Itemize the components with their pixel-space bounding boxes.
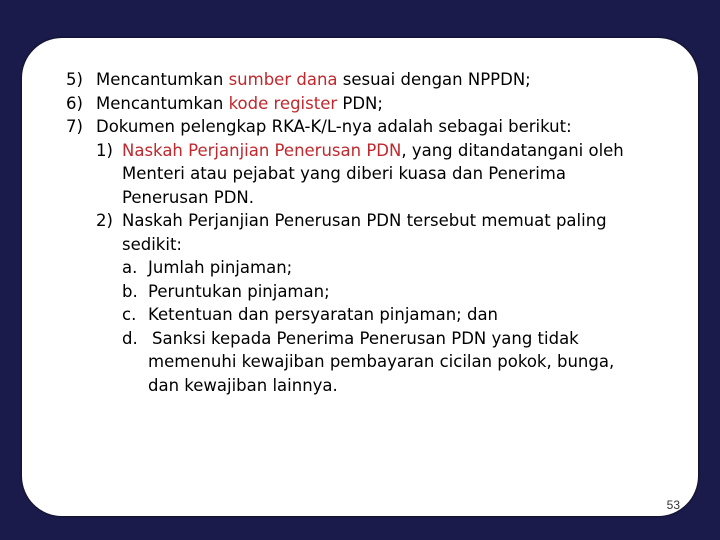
subitem-text-continued: Menteri atau pejabat yang diberi kuasa dan Penerima — [122, 164, 566, 183]
slide-panel — [22, 38, 698, 516]
letter-label: c. — [122, 305, 137, 324]
page-number: 53 — [666, 498, 680, 512]
letter-text-continued: memenuhi kewajiban pembayaran cicilan pokok, bunga, — [148, 352, 615, 371]
letter-text: Jumlah pinjaman; — [148, 258, 293, 277]
letter-text: Peruntukan pinjaman; — [148, 281, 330, 301]
subitem-text-continued: Penerusan PDN. — [122, 187, 255, 207]
item-text: Mencantumkan kode register PDN; — [96, 93, 383, 113]
letter-label: a. — [122, 258, 138, 277]
letter-text-continued: dan kewajiban lainnya. — [148, 375, 338, 395]
letter-text: Ketentuan dan persyaratan pinjaman; dan — [148, 305, 499, 324]
subitem-number: 1) — [96, 140, 113, 160]
item-number: 6) — [66, 93, 83, 113]
highlight-text: kode register — [228, 93, 338, 113]
subitem-text: Naskah Perjanjian Penerusan PDN tersebut memuat paling — [122, 211, 607, 230]
item-text: Mencantumkan sumber dana sesuai dengan NPPDN; — [96, 70, 531, 89]
item-number: 5) — [66, 70, 83, 89]
item-number: 7) — [66, 117, 83, 136]
highlight-text: Naskah Perjanjian Penerusan PDN — [122, 140, 402, 160]
subitem-text: Naskah Perjanjian Penerusan PDN, yang ditandatangani oleh — [122, 140, 624, 160]
highlight-text: sumber dana — [228, 70, 338, 89]
letter-label: b. — [122, 281, 138, 301]
letter-label: d. — [122, 328, 138, 348]
item-text: Dokumen pelengkap RKA-K/L-nya adalah sebagai berikut: — [96, 117, 572, 136]
subitem-number: 2) — [96, 211, 113, 230]
subitem-text-continued: sedikit: — [122, 234, 182, 254]
letter-text: Sanksi kepada Penerima Penerusan PDN yang tidak — [152, 328, 579, 348]
